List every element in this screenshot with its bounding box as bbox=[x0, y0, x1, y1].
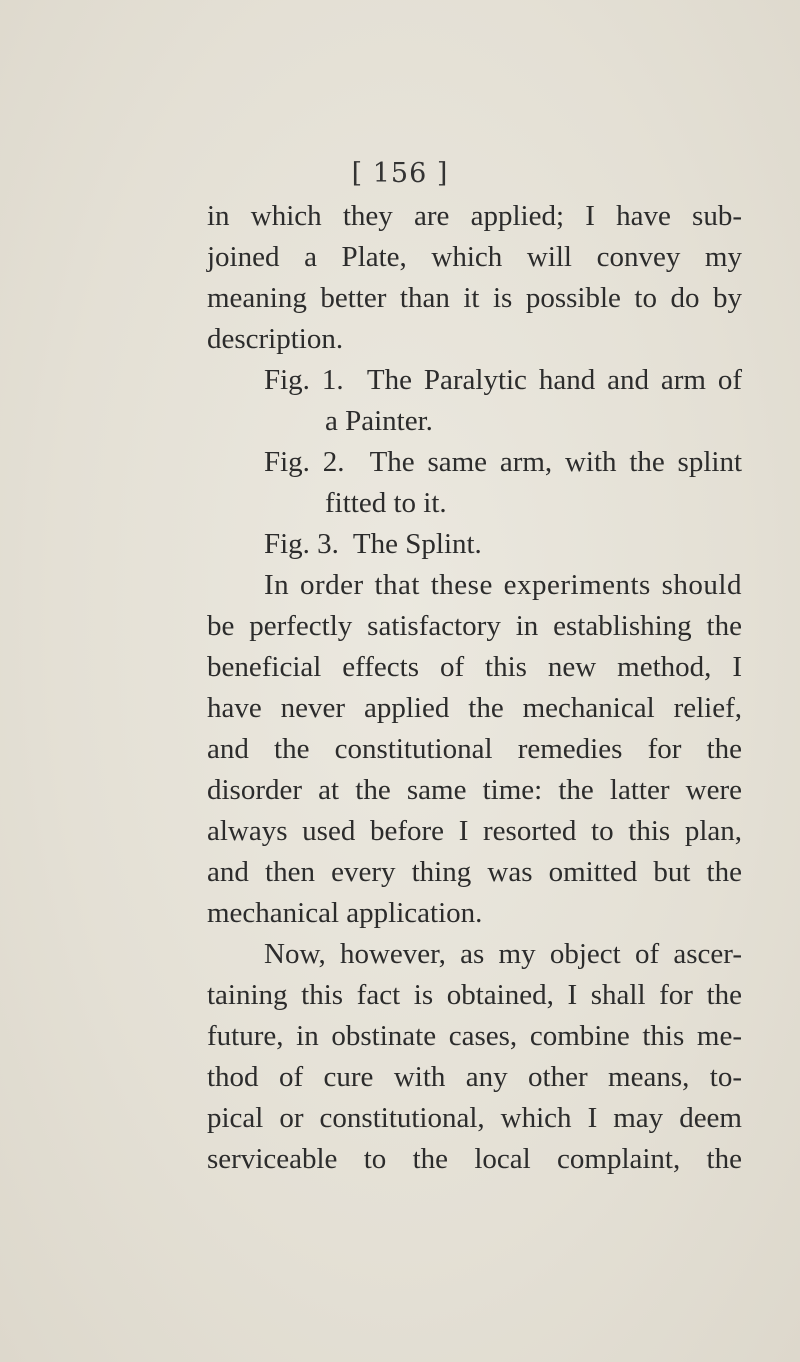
paragraph-3 bbox=[207, 934, 742, 1180]
text-line: taining this fact is obtained, I shall for the bbox=[207, 979, 742, 1011]
text-line: in which they are applied; I have sub- bbox=[207, 200, 742, 232]
text-line: disorder at the same time: the latter were bbox=[207, 774, 742, 806]
text-line: be perfectly satisfactory in establishing the bbox=[207, 610, 742, 642]
page-number: [ 156 ] bbox=[351, 158, 449, 189]
figure-caption-continuation: fitted to it. bbox=[325, 487, 447, 519]
text-line: pical or constitutional, which I may deem bbox=[207, 1102, 742, 1134]
text-line: beneficial effects of this new method, I bbox=[207, 651, 742, 683]
text-line: thod of cure with any other means, to- bbox=[207, 1061, 742, 1093]
paragraph-2 bbox=[207, 565, 742, 934]
text-line: always used before I resorted to this plan, bbox=[207, 815, 742, 847]
text-line: meaning better than it is possible to do by bbox=[207, 282, 742, 314]
figure-caption-1 bbox=[207, 360, 742, 401]
figure-label: Fig. 2. bbox=[264, 446, 345, 478]
body-text bbox=[207, 196, 742, 1180]
figure-label: Fig. 3. bbox=[264, 528, 339, 560]
text-line: description. bbox=[207, 323, 344, 355]
figure-text: The same arm, with the splint bbox=[369, 446, 742, 478]
figure-caption-continuation: a Painter. bbox=[325, 405, 433, 437]
figure-text: The Splint. bbox=[352, 528, 482, 560]
text-line: mechanical application. bbox=[207, 897, 483, 929]
text-line: have never applied the mechanical relief, bbox=[207, 692, 742, 724]
figure-text: The Paralytic hand and arm of bbox=[366, 364, 743, 396]
text-line: and the constitutional remedies for the bbox=[207, 733, 742, 765]
text-line: and then every thing was omitted but the bbox=[207, 856, 742, 888]
text-line: serviceable to the local complaint, the bbox=[207, 1143, 742, 1175]
text-line: future, in obstinate cases, combine this me- bbox=[207, 1020, 742, 1052]
figure-caption-3 bbox=[207, 524, 742, 565]
figure-list bbox=[207, 360, 742, 565]
text-line: joined a Plate, which will convey my bbox=[207, 241, 742, 273]
text-line: Now, however, as my object of ascer- bbox=[264, 938, 742, 970]
text-line: In order that these experiments should bbox=[264, 569, 742, 601]
figure-caption-2 bbox=[207, 442, 742, 483]
figure-label: Fig. 1. bbox=[264, 364, 344, 396]
paragraph-1 bbox=[207, 196, 742, 360]
